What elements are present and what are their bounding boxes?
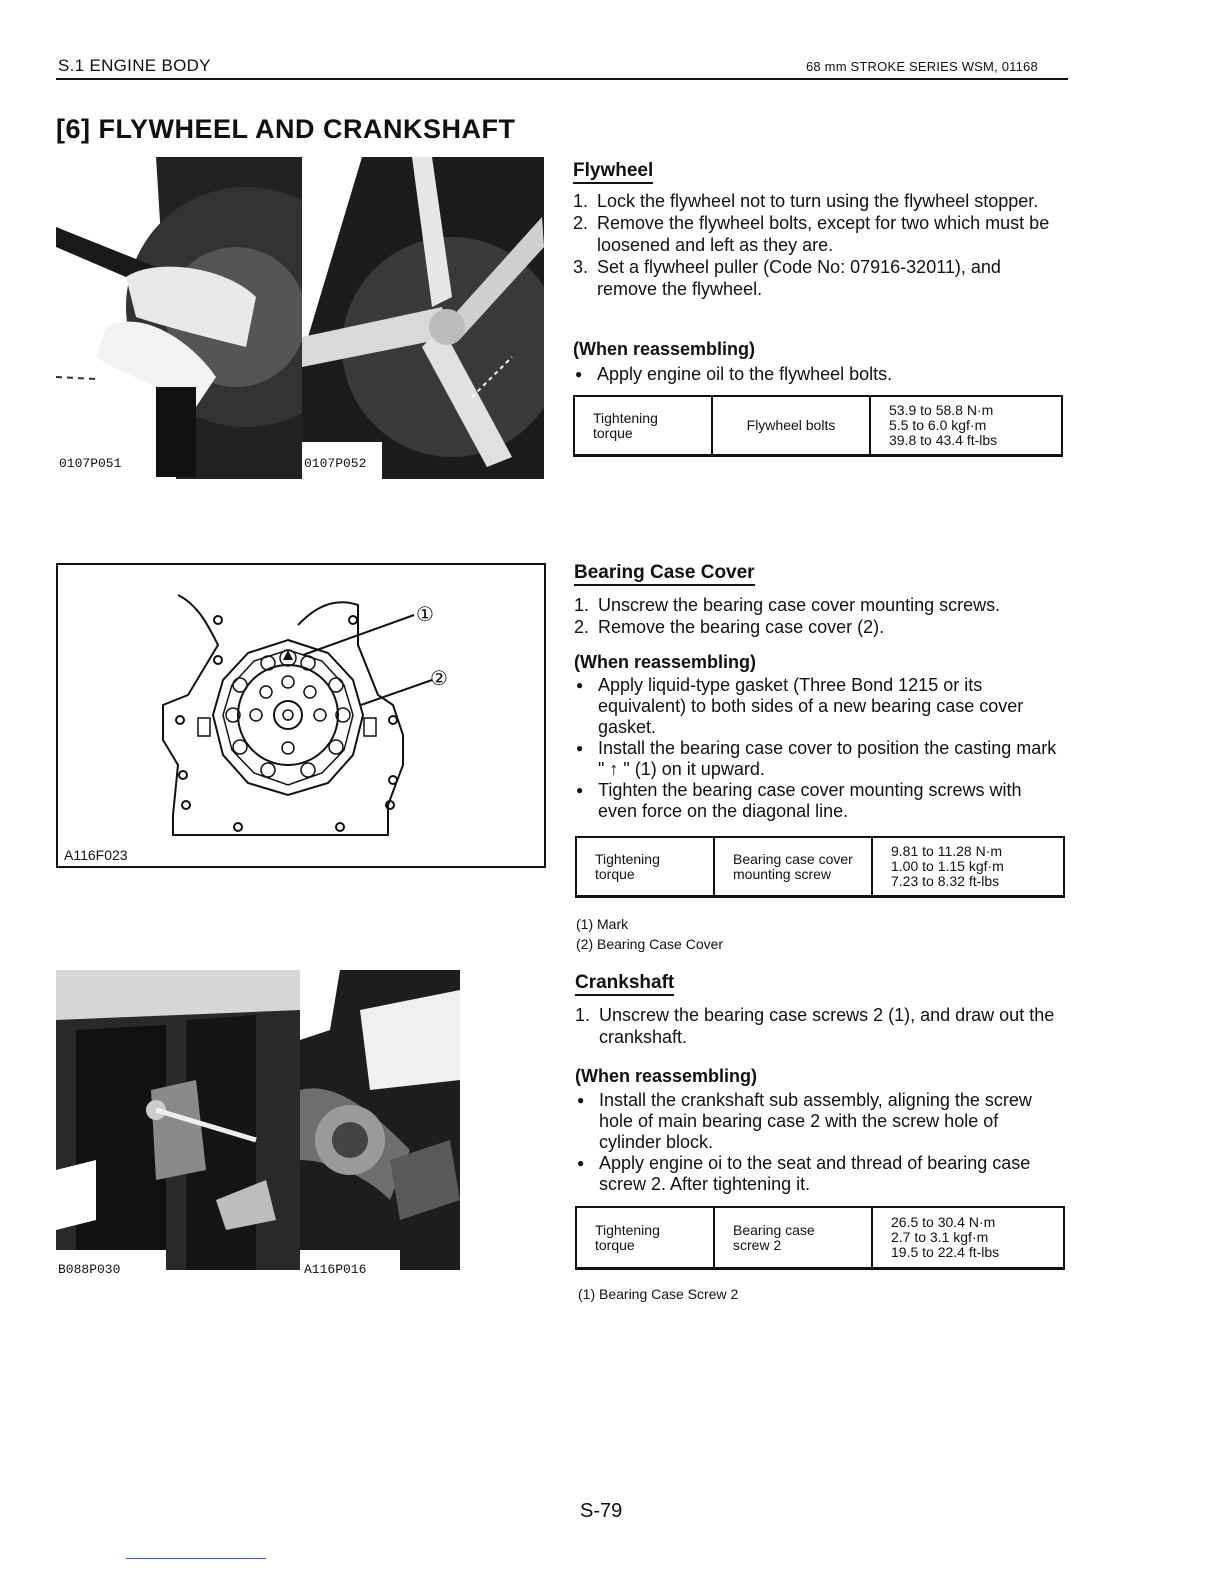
crankshaft-bullets [575,1090,1063,1195]
list-item: 2. Remove the flywheel bolts, except for two which must be loosened and left as they are. [573,213,1050,255]
legend-item: (2) Bearing Case Cover [576,936,724,952]
crankshaft-steps [575,1004,1063,1048]
crankshaft-heading: Crankshaft [575,972,674,994]
flywheel-when-reassembling: (When reassembling) [573,339,756,359]
list-item: ● Apply engine oi to the seat and thread of bearing case screw 2. After tightening it. [575,1153,1063,1195]
bearing-case-cover-steps [574,594,1062,638]
torque-label: Tightening torque [576,1207,714,1269]
flywheel-steps [573,190,1061,300]
torque-values: 9.81 to 11.28 N·m 1.00 to 1.15 kgf·m 7.23 to 8.32 ft-lbs [872,837,1064,897]
section-header: S.1 ENGINE BODY [58,56,211,75]
torque-label: Tightening torque [576,837,714,897]
crankshaft-legend [578,1284,738,1304]
photo-bearing-case-screws [56,970,300,1270]
flywheel-heading: Flywheel [573,160,653,182]
list-item: ● Install the bearing case cover to position the casting mark " ↑ " (1) on it upward. [574,738,1062,780]
crankshaft-when-reassembling: (When reassembling) [575,1066,758,1086]
bearing-case-cover-legend [576,914,723,954]
list-item: 1. Lock the flywheel not to turn using the flywheel stopper. [573,191,1039,211]
photo-4-code: A116P016 [304,1262,367,1277]
torque-label: Tightening torque [574,396,712,456]
legend-item: (1) Mark [576,916,629,932]
series-header: 68 mm STROKE SERIES WSM, 01168 [806,59,1038,74]
list-item: 3. Set a flywheel puller (Code No: 07916-32011), and remove the flywheel. [573,257,1001,299]
torque-values: 26.5 to 30.4 N·m 2.7 to 3.1 kgf·m 19.5 to 22.4 ft-lbs [872,1207,1064,1269]
header-rule [56,78,1068,80]
legend-item: (1) Bearing Case Screw 2 [578,1286,739,1302]
list-item: ● Install the crankshaft sub assembly, aligning the screw hole of main bearing case 2 with the screw hole of cylinder block. [575,1090,1063,1153]
page-title: [6] FLYWHEEL AND CRANKSHAFT [56,114,516,144]
page-number: S-79 [580,1500,623,1522]
list-item: ● Apply engine oil to the flywheel bolts. [573,364,1061,385]
torque-values: 53.9 to 58.8 N·m 5.5 to 6.0 kgf·m 39.8 to 43.4 ft-lbs [870,396,1062,456]
list-item: ● Apply liquid-type gasket (Three Bond 1215 or its equivalent) to both sides of a new bearing case cover gasket. [574,675,1062,738]
bearing-case-cover-bullets [574,675,1062,822]
photo-flywheel-stopper [56,157,302,479]
torque-item: Bearing case cover mounting screw [714,837,872,897]
photo-3-code: B088P030 [58,1262,121,1277]
bearing-case-cover-diagram [56,563,546,868]
list-item: ● Tighten the bearing case cover mounting screws with even force on the diagonal line. [574,780,1062,822]
photo-crankshaft-removal [300,970,460,1270]
torque-item: Bearing case screw 2 [714,1207,872,1269]
photo-1-code: 0107P051 [59,456,122,471]
flywheel-torque-table [573,395,1063,457]
flywheel-bullets [573,364,1061,385]
bearing-case-cover-when-reassembling: (When reassembling) [574,652,757,672]
callout-2: ② [430,668,448,690]
list-item: 2. Remove the bearing case cover (2). [574,617,885,637]
crankshaft-torque-table [575,1206,1065,1270]
callout-1: ① [416,604,434,626]
photo-flywheel-puller [302,157,544,479]
torque-item: Flywheel bolts [712,396,870,456]
list-item: 1. Unscrew the bearing case screws 2 (1), and draw out the crankshaft. [575,1005,1055,1047]
photo-2-code: 0107P052 [304,456,367,471]
diagram-code: A116F023 [64,847,128,863]
bearing-case-cover-torque-table [575,836,1065,898]
bottom-rule [126,1558,266,1559]
bearing-case-cover-heading: Bearing Case Cover [574,562,755,584]
list-item: 1. Unscrew the bearing case cover mounting screws. [574,595,1001,615]
